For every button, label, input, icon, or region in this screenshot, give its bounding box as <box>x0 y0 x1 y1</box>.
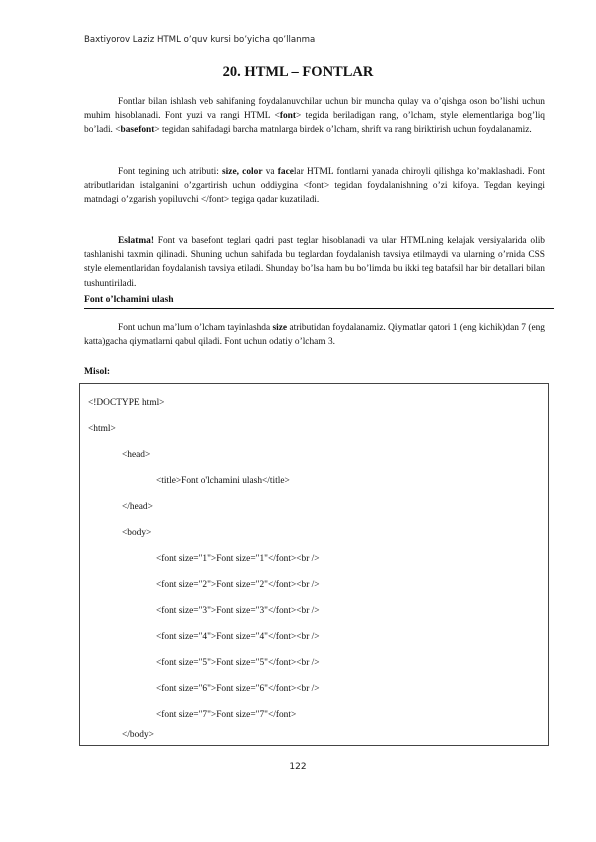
code-example-box <box>79 383 549 746</box>
code-line: <html> <box>88 424 116 434</box>
paragraph-size <box>84 321 545 349</box>
paragraph-text: Font va basefont teglari qadri past teglar hisoblanadi va ular HTMLning kelajak versiyalarida olib tashlanishi taxmin qilinadi. Shuning uchun sahifada bu teglardan foydalanish tavsiya etilmaydi va ularning o’rnida CSS style elementlaridan foydalanish tavsiya etiladi. Shunday bo’lsa ham bu bo’limda bu ikki teg batafsil har bir detallari bilan tushuntiriladi. <box>84 236 545 289</box>
paragraph-attributes <box>84 165 545 208</box>
code-line: <font size="4">Font size="4"</font><br /> <box>156 632 320 642</box>
code-line: <head> <box>122 450 151 460</box>
paragraph-intro <box>84 95 545 138</box>
code-line: <body> <box>122 528 152 538</box>
paragraph-text: > tegida beriladigan rang, o’lcham, style elementlariga bog’liq bo’ladi. < <box>84 111 545 136</box>
code-line: <font size="1">Font size="1"</font><br /> <box>156 554 320 564</box>
page-title: 20. HTML – FONTLAR <box>222 64 374 80</box>
emphasis-note-label: Eslatma! <box>118 236 154 246</box>
emphasis-size-color: size, color <box>222 167 263 177</box>
code-line: <font size="2">Font size="2"</font><br /> <box>156 580 320 590</box>
paragraph-note <box>84 234 545 291</box>
paragraph-text: atributidan foydalanamiz. Qiymatlar qatori 1 (eng kichik)dan 7 (eng katta)gacha qiymatlarni qabul qiladi. Font uchun odatiy o’lcham 3. <box>84 323 545 348</box>
running-header: Baxtiyorov Laziz HTML o’quv kursi bo’yicha qo’llanma <box>84 35 316 45</box>
code-line: </head> <box>122 502 153 512</box>
example-label: Misol: <box>84 366 111 377</box>
page-number: 122 <box>289 762 307 772</box>
section-heading: Font o’lchamini ulash <box>84 294 554 309</box>
paragraph-text: Fontlar bilan ishlash veb sahifaning foydalanuvchilar uchun bir muncha qulay va o’qishga oson bo’lishi uchun muhim hisoblanadi. Font yuzi va rangi HTML < <box>84 97 545 122</box>
code-line: <font size="5">Font size="5"</font><br /> <box>156 658 320 668</box>
code-line: <!DOCTYPE html> <box>88 398 165 408</box>
paragraph-text: Font tegining uch atributi: <box>118 167 223 177</box>
paragraph-text: va <box>262 167 278 177</box>
paragraph-text: Font uchun ma’lum o’lcham tayinlashda <box>118 323 273 333</box>
paragraph-text: lar HTML fontlarni yanada chiroyli qilishga ko’maklashadi. Font atributlaridan istalganini o’zgartirish uchun oddiygina <font> tegidan foydalanishning o’zi kifoya. Tegdan keyingi matndagi o’zgarish yopiluvchi </font> tegiga qadar kuzatiladi. <box>84 167 545 206</box>
code-line: <title>Font o'lchamini ulash</title> <box>156 476 290 486</box>
emphasis-face: face <box>277 167 294 177</box>
code-line: </body> <box>122 730 154 740</box>
code-line: <font size="6">Font size="6"</font><br /> <box>156 684 320 694</box>
emphasis-size-attr: size <box>272 323 288 333</box>
emphasis-basefont-tag: basefont <box>120 125 155 136</box>
paragraph-text: > tegidan sahifadagi barcha matnlarga birdek o’lcham, shrift va rang biriktirish uchun foydalanamiz. <box>154 125 532 136</box>
code-line: <font size="7">Font size="7"</font> <box>156 710 297 720</box>
code-line: <font size="3">Font size="3"</font><br /> <box>156 606 320 616</box>
emphasis-font-tag: font <box>279 111 296 122</box>
